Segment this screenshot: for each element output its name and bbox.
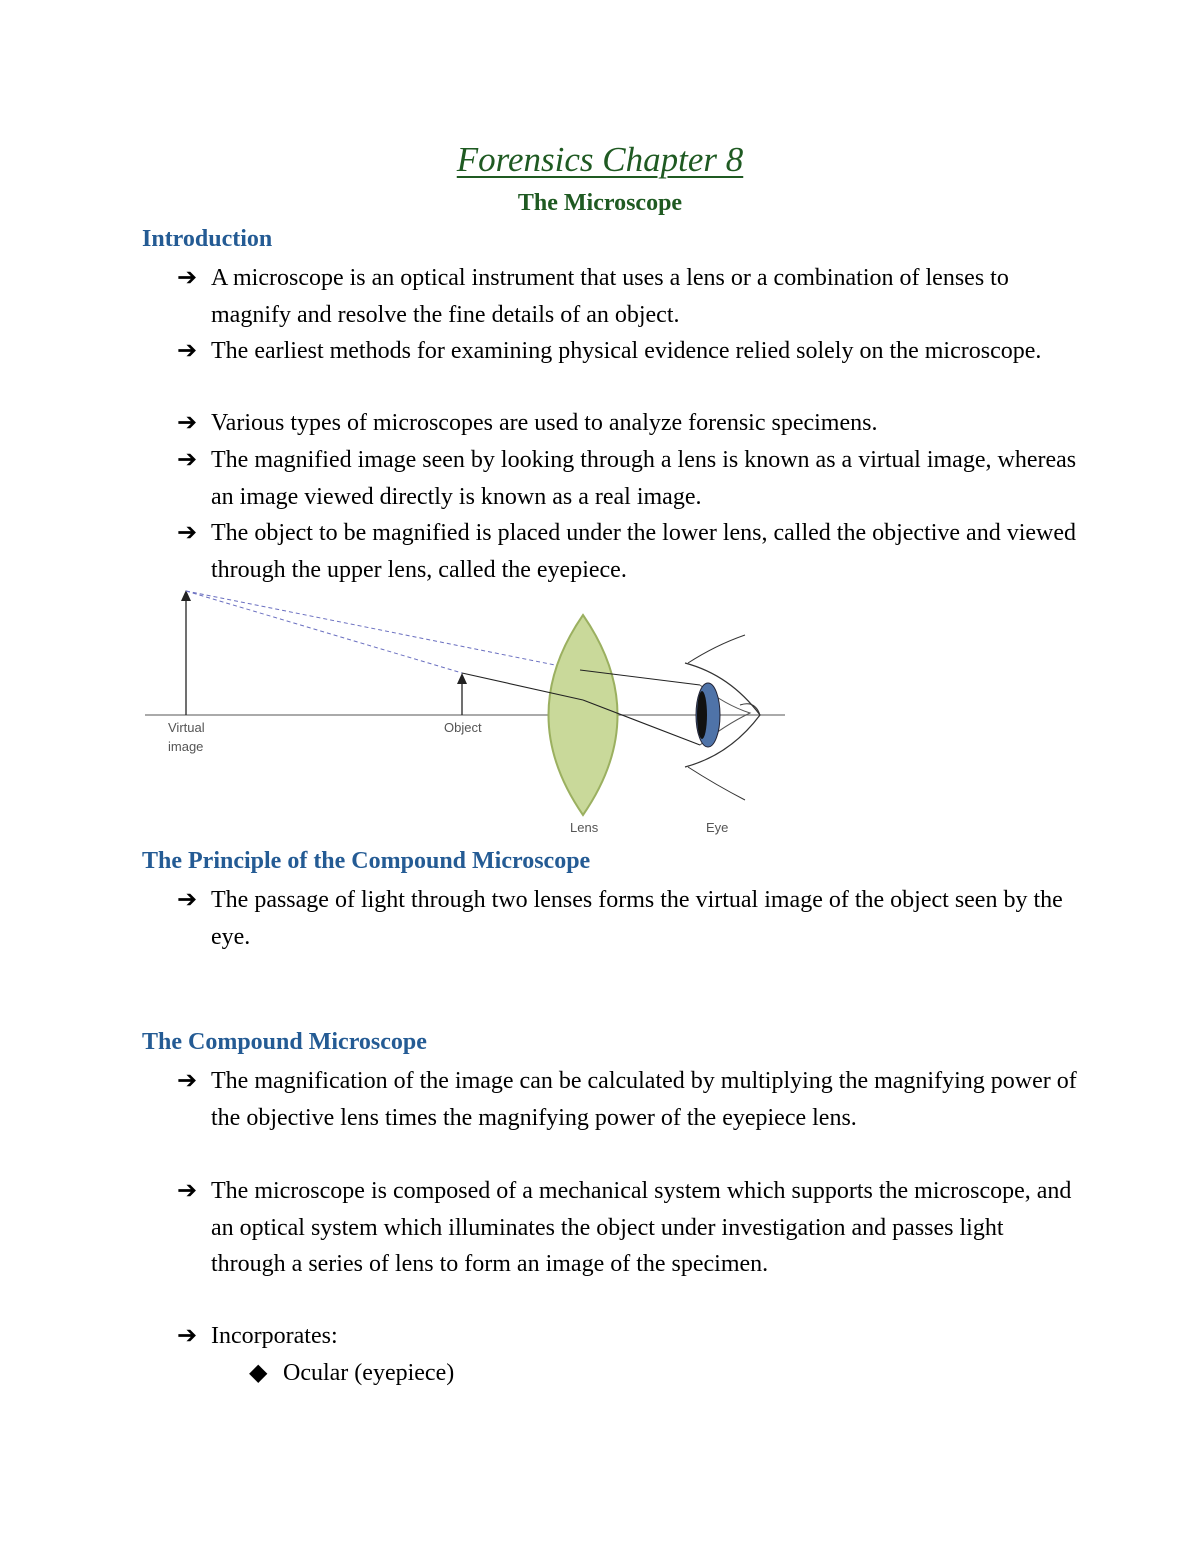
- arrow-bullet-icon: ➔: [177, 1068, 198, 1094]
- bullet-text: The passage of light through two lenses forms the virtual image of the object seen by the eye.: [211, 887, 1063, 950]
- virtual-ray-upper: [186, 591, 580, 670]
- sub-bullet-item: [249, 1355, 454, 1392]
- bullet-item: [177, 260, 1077, 333]
- arrow-bullet-icon: ➔: [177, 447, 198, 473]
- bullet-text: The object to be magnified is placed under the lower lens, called the objective and viewed through the upper lens, called the eyepiece.: [211, 520, 1077, 583]
- section-heading-introduction: Introduction: [142, 226, 273, 252]
- bullet-text: A microscope is an optical instrument that uses a lens or a combination of lenses to magnify and resolve the fine details of an object.: [211, 265, 1009, 328]
- bullet-text: Incorporates:: [211, 1323, 338, 1349]
- magnifier-diagram: [140, 585, 800, 845]
- bullet-item: [177, 515, 1077, 588]
- bullet-text: Various types of microscopes are used to analyze forensic specimens.: [211, 410, 878, 436]
- diagram-label-lens: Lens: [570, 820, 599, 835]
- bullet-item: [177, 442, 1077, 515]
- sub-bullet-text: Ocular (eyepiece): [283, 1360, 455, 1386]
- section-heading-compound-microscope: The Compound Microscope: [142, 1029, 427, 1055]
- arrow-bullet-icon: ➔: [177, 520, 198, 546]
- diamond-bullet-icon: ◆: [249, 1360, 268, 1386]
- section-heading-principle: The Principle of the Compound Microscope: [142, 848, 591, 874]
- eye-icon: [685, 635, 760, 800]
- bullet-item: [177, 882, 1077, 955]
- document-title: Forensics Chapter 8: [456, 140, 744, 179]
- virtual-label-line: Virtual: [168, 720, 205, 735]
- bullet-item: [177, 1173, 1077, 1283]
- arrow-bullet-icon: ➔: [177, 1323, 198, 1349]
- document-subtitle: The Microscope: [517, 190, 683, 216]
- diagram-label-virtual-image: [168, 720, 208, 754]
- bullet-text: The magnification of the image can be calculated by multiplying the magnifying power of the objective lens times the magnifying power of the eyepiece lens.: [211, 1068, 1077, 1131]
- bullet-text: The earliest methods for examining physical evidence relied solely on the microscope.: [211, 338, 1042, 364]
- diagram-label-object: Object: [444, 720, 482, 735]
- bullet-item: [177, 1063, 1077, 1136]
- arrow-bullet-icon: ➔: [177, 410, 198, 436]
- virtual-ray-lower: [186, 591, 462, 673]
- bullet-item: [177, 405, 1077, 442]
- bullet-text: The magnified image seen by looking through a lens is known as a virtual image, whereas an image viewed directly is known as a real image.: [211, 447, 1077, 510]
- diagram-label-eye: Eye: [706, 820, 729, 835]
- convex-lens: [549, 615, 618, 815]
- virtual-label-line-2: image: [168, 739, 204, 754]
- arrow-bullet-icon: ➔: [177, 887, 198, 913]
- bullet-item: [177, 1318, 1077, 1355]
- arrow-bullet-icon: ➔: [177, 1178, 198, 1204]
- bullet-text: The microscope is composed of a mechanical system which supports the microscope, and an optical system which illuminates the object under investigation and passes light through a series of lens to form an image of the specimen.: [211, 1178, 1072, 1277]
- arrow-bullet-icon: ➔: [177, 265, 198, 291]
- arrow-bullet-icon: ➔: [177, 338, 198, 364]
- object-arrowhead: [457, 673, 467, 684]
- bullet-item: [177, 333, 1077, 370]
